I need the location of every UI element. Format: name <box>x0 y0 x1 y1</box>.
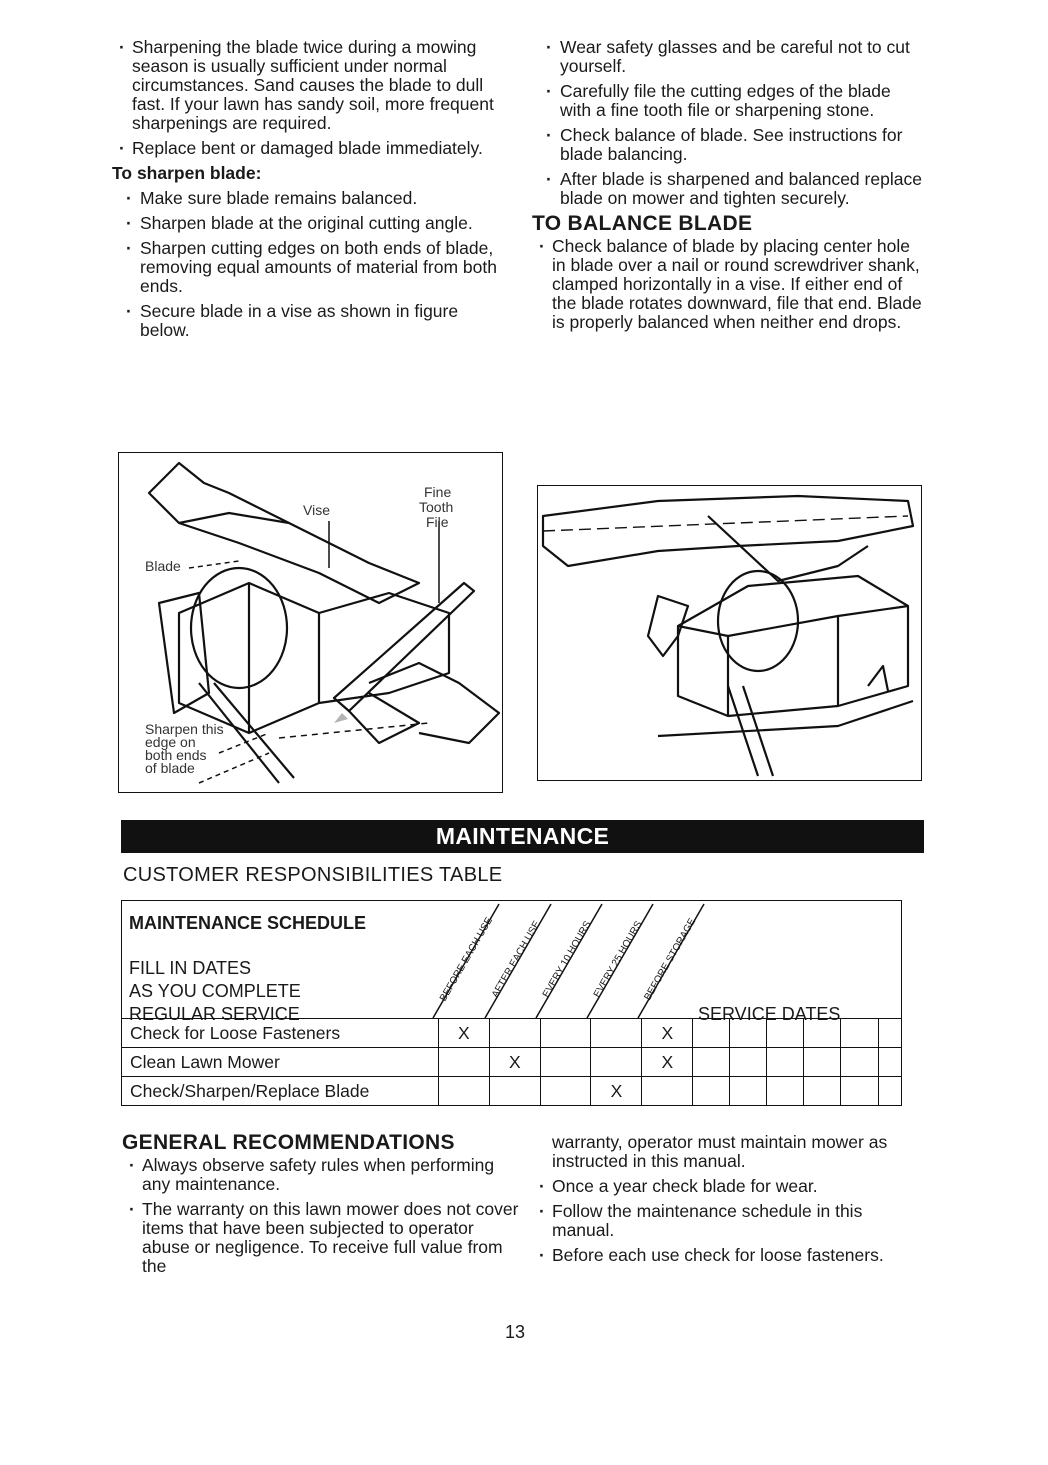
table-row <box>122 1019 902 1048</box>
list-item: · After blade is sharpened and balanced replace blade on mower and tighten securely. <box>532 170 922 208</box>
schedule-table-wrap <box>121 900 903 1118</box>
list-item: · Once a year check blade for wear. <box>532 1177 922 1196</box>
mark-cell <box>540 1048 591 1077</box>
date-cell[interactable] <box>841 1077 878 1106</box>
date-cell[interactable] <box>730 1019 767 1048</box>
mark-cell <box>438 1048 489 1077</box>
figure-sharpen-blade <box>118 452 503 793</box>
list-item: · Sharpen blade at the original cutting angle. <box>112 214 512 233</box>
label-sharpen-1: Sharpen this <box>145 721 224 737</box>
list-item: · Make sure blade remains balanced. <box>112 189 512 208</box>
maintenance-banner: MAINTENANCE <box>121 820 924 853</box>
mark-cell: X <box>591 1077 642 1106</box>
label-vise: Vise <box>303 502 330 518</box>
mark-cell <box>591 1019 642 1048</box>
list-item: · Check balance of blade by placing center hole in blade over a nail or round screwdriver shank, clamped horizontally in a vise. If either end of the blade rotates downward, file that end. Blade is properly balanced when neither end drops. <box>532 237 922 332</box>
date-cell[interactable] <box>730 1077 767 1106</box>
task-cell: Check/Sharpen/Replace Blade <box>122 1077 439 1106</box>
date-cell[interactable] <box>767 1077 804 1106</box>
mark-cell: X <box>642 1019 693 1048</box>
date-cell[interactable] <box>841 1019 878 1048</box>
date-cell[interactable] <box>767 1048 804 1077</box>
right-column <box>532 38 922 338</box>
date-cell[interactable] <box>841 1048 878 1077</box>
date-cell[interactable] <box>804 1048 841 1077</box>
label-blade: Blade <box>145 558 181 574</box>
mark-cell: X <box>438 1019 489 1048</box>
date-cell[interactable] <box>730 1048 767 1077</box>
date-cell[interactable] <box>878 1048 901 1077</box>
mark-cell: X <box>642 1048 693 1077</box>
date-cell[interactable] <box>693 1019 730 1048</box>
list-item: · The warranty on this lawn mower does not cover items that have been subjected to operator abuse or negligence. To receive full value from the <box>122 1200 522 1276</box>
date-cell[interactable] <box>804 1077 841 1106</box>
list-item: · Before each use check for loose fasteners. <box>532 1246 922 1265</box>
subheading-sharpen-blade: To sharpen blade: <box>112 163 262 183</box>
table-row <box>122 1077 902 1106</box>
table-row <box>122 1048 902 1077</box>
figure-balance-blade <box>537 485 922 781</box>
label-file: File <box>426 514 449 530</box>
schedule-title: MAINTENANCE SCHEDULE <box>129 913 367 933</box>
list-item: · Secure blade in a vise as shown in figure below. <box>112 302 512 340</box>
list-item: · Replace bent or damaged blade immediately. <box>112 139 512 158</box>
list-item: · Follow the maintenance schedule in this manual. <box>532 1202 922 1240</box>
date-cell[interactable] <box>693 1077 730 1106</box>
date-cell[interactable] <box>878 1019 901 1048</box>
mark-cell <box>591 1048 642 1077</box>
fill-line-1: FILL IN DATES <box>129 958 252 978</box>
heading-balance-blade: TO BALANCE BLADE <box>532 212 753 235</box>
list-item: · Wear safety glasses and be careful not to cut yourself. <box>532 38 922 76</box>
mark-cell <box>489 1077 540 1106</box>
table-title: CUSTOMER RESPONSIBILITIES TABLE <box>123 864 503 886</box>
general-left <box>122 1133 522 1282</box>
date-cell[interactable] <box>878 1077 901 1106</box>
fill-line-2: AS YOU COMPLETE <box>129 981 301 1001</box>
list-item: · Carefully file the cutting edges of the blade with a fine tooth file or sharpening stone. <box>532 82 922 120</box>
heading-general-recommendations: GENERAL RECOMMENDATIONS <box>122 1131 455 1154</box>
task-cell: Check for Loose Fasteners <box>122 1019 439 1048</box>
page-number: 13 <box>505 1322 526 1342</box>
interval-every-25-hours: EVERY 25 HOURS <box>591 919 645 1000</box>
label-sharpen-4: of blade <box>145 760 195 776</box>
label-fine: Fine <box>424 484 452 500</box>
service-dates-label: SERVICE DATES <box>698 1004 841 1024</box>
continuation-text: warranty, operator must maintain mower as instructed in this manual. <box>552 1132 888 1171</box>
interval-before-each-use: BEFORE EACH USE <box>437 915 496 1004</box>
interval-after-each-use: AFTER EACH USE <box>489 919 543 1000</box>
interval-every-10-hours: EVERY 10 HOURS <box>540 919 594 1000</box>
date-cell[interactable] <box>693 1048 730 1077</box>
mark-cell <box>540 1019 591 1048</box>
task-cell: Clean Lawn Mower <box>122 1048 439 1077</box>
list-item: · Check balance of blade. See instructions for blade balancing. <box>532 126 922 164</box>
list-item: · Sharpening the blade twice during a mowing season is usually sufficient under normal circumstances. Sand causes the blade to dull fast. If your lawn has sandy soil, more frequent sharpenings are required. <box>112 38 512 133</box>
general-right <box>532 1133 922 1271</box>
label-sharpen-3: both ends <box>145 747 207 763</box>
date-cell[interactable] <box>767 1019 804 1048</box>
list-item: · Always observe safety rules when performing any maintenance. <box>122 1156 522 1194</box>
date-cell[interactable] <box>804 1019 841 1048</box>
list-item: · Sharpen cutting edges on both ends of blade, removing equal amounts of material from both ends. <box>112 239 512 296</box>
schedule-table <box>121 1018 902 1106</box>
regular-service-label: REGULAR SERVICE <box>129 1004 300 1024</box>
left-column <box>112 38 512 346</box>
mark-cell <box>642 1077 693 1106</box>
label-tooth: Tooth <box>419 499 454 515</box>
interval-before-storage: BEFORE STORAGE <box>642 916 699 1003</box>
mark-cell <box>489 1019 540 1048</box>
mark-cell: X <box>489 1048 540 1077</box>
mark-cell <box>540 1077 591 1106</box>
balance-illustration <box>538 486 921 780</box>
label-sharpen-2: edge on <box>145 734 196 750</box>
mark-cell <box>438 1077 489 1106</box>
